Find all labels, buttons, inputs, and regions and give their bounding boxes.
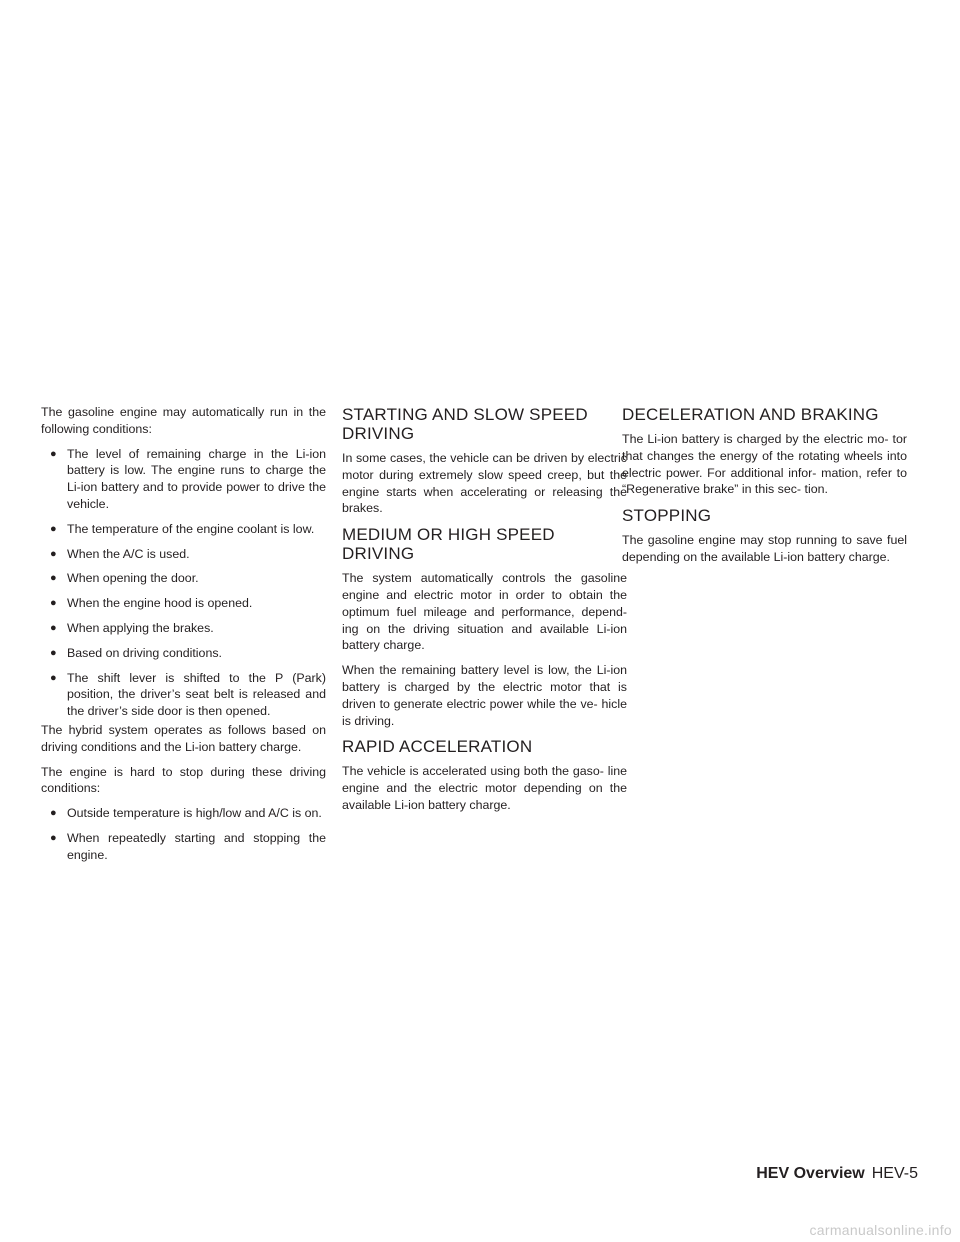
list-item: ● When repeatedly starting and stopping the engine. (67, 830, 326, 864)
intro-paragraph: The gasoline engine may automatically run in the following conditions: (41, 405, 326, 436)
page-number: HEV-5 (871, 1165, 918, 1182)
hard-to-stop-paragraph: The engine is hard to stop during these driving conditions: (41, 764, 326, 796)
watermark: carmanualsonline.info (809, 1222, 952, 1238)
paragraph: The gasoline engine may stop running to save fuel depending on the available Li-ion battery charge. (622, 533, 907, 564)
page-footer (756, 1164, 918, 1184)
auto-run-conditions-list (41, 446, 326, 720)
paragraph: The system automatically controls the gasoline engine and electric motor in order to obtain the optimum fuel mileage and performance, depend- ing on the driving situation and available Li-ion battery charge. (342, 571, 627, 653)
footer-section-title: HEV Overview (756, 1165, 865, 1182)
hybrid-system-paragraph: The hybrid system operates as follows based on driving conditions and the Li-ion battery charge. (41, 722, 326, 754)
paragraph: The Li-ion battery is charged by the electric mo- tor that changes the energy of the rotating wheels into electric power. For additional infor- mation, refer to “Regenerative brake” in this sec- tion. (622, 432, 907, 497)
list-item: ● When opening the door. (67, 570, 326, 587)
list-item: ● When the A/C is used. (67, 546, 326, 563)
heading-rapid-acceleration: RAPID ACCELERATION (342, 737, 533, 757)
list-item: ● The shift lever is shifted to the P (Park) position, the driver’s seat belt is released and the driver’s side door is then opened. (67, 670, 326, 720)
list-item: ● The temperature of the engine coolant is low. (67, 521, 326, 538)
list-item: ● Based on driving conditions. (67, 645, 326, 662)
column-left (41, 404, 326, 872)
hard-to-stop-conditions-list (41, 805, 326, 863)
heading-medium-high-speed: MEDIUM OR HIGH SPEED DRIVING (342, 525, 555, 564)
list-item: ● The level of remaining charge in the Li-ion battery is low. The engine runs to charge the Li-ion battery and to provide power to drive the vehicle. (67, 446, 326, 513)
list-item: ● When applying the brakes. (67, 620, 326, 637)
paragraph: When the remaining battery level is low, the Li-ion battery is charged by the electric motor that is driven to generate electric power while the ve- hicle is driving. (342, 663, 627, 728)
column-right (622, 404, 907, 574)
heading-stopping: STOPPING (622, 506, 712, 526)
list-item: ● When the engine hood is opened. (67, 595, 326, 612)
heading-deceleration-braking: DECELERATION AND BRAKING (622, 405, 879, 424)
list-item: ● Outside temperature is high/low and A/C is on. (67, 805, 326, 822)
column-middle (342, 404, 627, 822)
heading-starting-slow-speed: STARTING AND SLOW SPEED DRIVING (342, 405, 588, 443)
paragraph: The vehicle is accelerated using both the gaso- line engine and the electric motor depending on the available Li-ion battery charge. (342, 764, 627, 812)
paragraph: In some cases, the vehicle can be driven by electric motor during extremely slow speed creep, but the engine starts when accelerating or releasing the brakes. (342, 451, 627, 516)
